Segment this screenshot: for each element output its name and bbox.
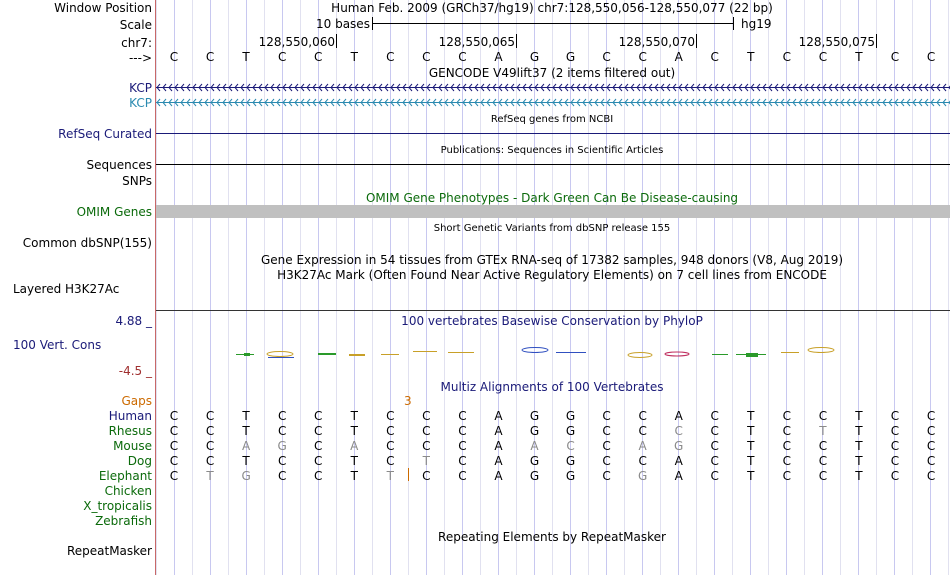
refseq-curated-label[interactable]: RefSeq Curated: [58, 127, 152, 141]
chrom-label: chr7:: [121, 36, 152, 50]
aligned-base: G: [565, 424, 576, 438]
aligned-base: C: [782, 469, 792, 483]
reference-base: C: [638, 50, 647, 64]
aligned-base: T: [819, 424, 827, 438]
window-position-label: Window Position: [54, 1, 152, 15]
aligned-base: C: [205, 409, 215, 423]
aligned-base: C: [169, 424, 179, 438]
aligned-base: G: [529, 454, 540, 468]
aligned-base: T: [350, 454, 358, 468]
reference-base: C: [890, 50, 900, 64]
reference-base: A: [674, 50, 683, 64]
aligned-base: C: [926, 424, 936, 438]
snps-label[interactable]: SNPs: [122, 174, 152, 188]
aligned-base: C: [818, 469, 828, 483]
scale-assembly: hg19: [741, 17, 772, 31]
aligned-base: C: [710, 424, 719, 438]
aligned-base: G: [529, 469, 540, 483]
aligned-base: C: [926, 439, 936, 453]
publications-sequence-line[interactable]: [156, 164, 950, 165]
aligned-base: A: [494, 424, 503, 438]
aligned-base: C: [890, 439, 900, 453]
aligned-base: T: [386, 469, 394, 483]
reference-base: C: [710, 50, 719, 64]
reference-base: T: [747, 50, 755, 64]
aligned-base: A: [674, 409, 683, 423]
omim-genes-label[interactable]: OMIM Genes: [76, 205, 152, 219]
aligned-base: C: [458, 439, 467, 453]
aligned-base: C: [710, 409, 719, 423]
reference-base: T: [855, 50, 863, 64]
scale-label: Scale: [119, 18, 152, 32]
reference-base: T: [242, 50, 250, 64]
layered-h3k27ac-label[interactable]: Layered H3K27Ac: [13, 282, 120, 296]
aligned-base: C: [890, 409, 900, 423]
scale-value: 10 bases: [316, 17, 370, 31]
aligned-base: G: [529, 424, 540, 438]
aligned-base: T: [242, 454, 250, 468]
gap-count: 3: [404, 394, 412, 408]
conservation-graphic: [156, 344, 950, 362]
aligned-base: C: [313, 469, 323, 483]
aligned-base: A: [494, 409, 503, 423]
aligned-base: C: [926, 454, 936, 468]
aligned-base: A: [350, 439, 359, 453]
reference-base: C: [313, 50, 323, 64]
kcp-label-1[interactable]: KCP: [129, 81, 152, 95]
aligned-base: C: [458, 469, 467, 483]
coord-label: 128,550,060: [258, 35, 335, 49]
reference-base: G: [529, 50, 540, 64]
aligned-base: C: [422, 469, 431, 483]
refseq-track-title[interactable]: RefSeq genes from NCBI: [490, 114, 614, 125]
species-label[interactable]: Mouse: [113, 439, 152, 453]
reference-base: C: [422, 50, 431, 64]
h3k27ac-track-title[interactable]: H3K27Ac Mark (Often Found Near Active Regulatory Elements) on 7 cell lines from ENCODE: [277, 268, 827, 282]
window-position-value: Human Feb. 2009 (GRCh37/hg19) chr7:128,550,056-128,550,077 (22 bp): [331, 1, 773, 15]
aligned-base: C: [638, 424, 647, 438]
aligned-base: C: [638, 409, 647, 423]
cons-min-label: -4.5 _: [118, 364, 152, 378]
gap-marker: [408, 468, 409, 481]
aligned-base: T: [855, 469, 863, 483]
strand-label: --->: [128, 51, 152, 65]
aligned-base: C: [422, 439, 431, 453]
common-dbsnp-label[interactable]: Common dbSNP(155): [22, 236, 152, 250]
aligned-base: A: [674, 454, 683, 468]
aligned-base: C: [674, 424, 683, 438]
aligned-base: T: [855, 454, 863, 468]
species-label[interactable]: Dog: [127, 454, 152, 468]
aligned-base: C: [313, 454, 323, 468]
reference-base: A: [494, 50, 503, 64]
aligned-base: C: [205, 454, 215, 468]
aligned-base: A: [494, 469, 503, 483]
aligned-base: C: [818, 454, 828, 468]
reference-base: C: [458, 50, 467, 64]
scale-bar-right-tick: [733, 17, 734, 30]
aligned-base: C: [890, 424, 900, 438]
aligned-base: C: [782, 439, 792, 453]
aligned-base: C: [277, 424, 287, 438]
reference-base: C: [818, 50, 828, 64]
aligned-base: C: [782, 424, 792, 438]
aligned-base: G: [565, 454, 576, 468]
coord-tick: [516, 34, 517, 48]
aligned-base: C: [205, 424, 215, 438]
aligned-base: C: [313, 409, 323, 423]
aligned-base: T: [242, 409, 250, 423]
kcp-transcript-2-graphic: [156, 96, 950, 109]
repeatmasker-label[interactable]: RepeatMasker: [66, 544, 152, 558]
reference-base: C: [602, 50, 611, 64]
gtex-track-title[interactable]: Gene Expression in 54 tissues from GTEx RNA-seq of 17382 samples, 948 donors (V8, Aug 2019): [260, 253, 844, 267]
aligned-base: C: [926, 469, 936, 483]
multiz-alignment[interactable]: [0, 409, 950, 529]
species-label[interactable]: Chicken: [104, 484, 152, 498]
aligned-base: A: [638, 439, 647, 453]
conservation-track-title[interactable]: 100 vertebrates Basewise Conservation by PhyloP: [401, 314, 703, 328]
base-sequence-row: [0, 50, 950, 66]
aligned-base: C: [818, 439, 828, 453]
coord-label: 128,550,075: [798, 35, 875, 49]
aligned-base: C: [169, 454, 179, 468]
gencode-track-title[interactable]: GENCODE V49lift37 (2 items filtered out): [428, 66, 676, 80]
repeatmasker-track-title[interactable]: Repeating Elements by RepeatMasker: [438, 530, 666, 544]
kcp-transcript-1[interactable]: [156, 81, 950, 94]
aligned-base: C: [458, 409, 467, 423]
reference-base: C: [386, 50, 395, 64]
aligned-base: T: [350, 469, 358, 483]
aligned-base: C: [926, 409, 936, 423]
reference-base: C: [205, 50, 215, 64]
aligned-base: G: [241, 469, 251, 483]
aligned-base: C: [169, 409, 179, 423]
aligned-base: C: [422, 424, 431, 438]
aligned-base: T: [747, 454, 755, 468]
aligned-base: T: [350, 409, 358, 423]
coord-tick: [336, 34, 337, 48]
aligned-base: C: [313, 439, 323, 453]
aligned-base: C: [277, 469, 287, 483]
omim-gene-bar[interactable]: [156, 205, 950, 218]
aligned-base: G: [277, 439, 287, 453]
aligned-base: C: [566, 439, 575, 453]
aligned-base: C: [277, 409, 287, 423]
species-label[interactable]: Rhesus: [108, 424, 152, 438]
aligned-base: C: [169, 469, 179, 483]
species-label[interactable]: Elephant: [98, 469, 152, 483]
aligned-base: C: [602, 454, 611, 468]
aligned-base: T: [422, 454, 431, 468]
kcp-transcript-2[interactable]: [156, 96, 950, 109]
reference-base: C: [277, 50, 287, 64]
aligned-base: C: [313, 424, 323, 438]
coord-tick: [696, 34, 697, 48]
coord-label: 128,550,070: [618, 35, 695, 49]
omim-track-title[interactable]: OMIM Gene Phenotypes - Dark Green Can Be Disease-causing: [365, 191, 739, 205]
h3k27ac-baseline: [156, 310, 950, 311]
aligned-base: G: [565, 409, 576, 423]
reference-base: T: [350, 50, 358, 64]
coord-tick: [876, 34, 877, 48]
conservation-plot[interactable]: [156, 344, 950, 362]
aligned-base: C: [386, 424, 395, 438]
aligned-base: T: [242, 424, 250, 438]
aligned-base: C: [422, 409, 431, 423]
aligned-base: A: [674, 469, 683, 483]
reference-base: C: [169, 50, 179, 64]
aligned-base: C: [205, 439, 215, 453]
aligned-base: C: [782, 454, 792, 468]
reference-base: G: [565, 50, 576, 64]
kcp-label-2[interactable]: KCP: [129, 96, 152, 110]
aligned-base: G: [674, 439, 684, 453]
aligned-base: T: [747, 409, 755, 423]
scale-bar: [372, 23, 734, 24]
aligned-base: T: [350, 424, 358, 438]
aligned-base: C: [386, 454, 395, 468]
aligned-base: C: [890, 469, 900, 483]
aligned-base: C: [458, 454, 467, 468]
aligned-base: C: [602, 469, 611, 483]
publications-track-title[interactable]: Publications: Sequences in Scientific Articles: [440, 145, 664, 156]
vert-cons-label[interactable]: 100 Vert. Cons: [13, 338, 102, 352]
aligned-base: C: [890, 454, 900, 468]
kcp-transcript-1-graphic: [156, 81, 950, 94]
reference-base: C: [782, 50, 792, 64]
sequences-label[interactable]: Sequences: [86, 158, 152, 172]
aligned-base: T: [855, 424, 863, 438]
reference-base: C: [926, 50, 936, 64]
aligned-base: C: [818, 409, 828, 423]
scale-bar-left-tick: [372, 17, 373, 30]
aligned-base: C: [710, 454, 719, 468]
refseq-gene-line[interactable]: [156, 133, 950, 134]
gaps-label[interactable]: Gaps: [121, 394, 152, 408]
aligned-base: A: [530, 439, 539, 453]
aligned-base: G: [529, 409, 540, 423]
aligned-base: A: [494, 439, 503, 453]
aligned-base: T: [747, 439, 755, 453]
aligned-base: C: [602, 439, 611, 453]
aligned-base: A: [241, 439, 251, 453]
aligned-base: T: [855, 409, 863, 423]
aligned-base: T: [206, 469, 214, 483]
aligned-base: C: [710, 469, 719, 483]
aligned-base: C: [386, 439, 395, 453]
aligned-base: G: [565, 469, 576, 483]
multiz-track-title[interactable]: Multiz Alignments of 100 Vertebrates: [440, 380, 664, 394]
aligned-base: C: [277, 454, 287, 468]
species-label[interactable]: Zebrafish: [95, 514, 152, 528]
aligned-base: C: [169, 439, 179, 453]
aligned-base: C: [458, 424, 467, 438]
aligned-base: A: [494, 454, 503, 468]
aligned-base: C: [602, 409, 611, 423]
species-label[interactable]: Human: [108, 409, 152, 423]
aligned-base: G: [637, 469, 648, 483]
species-label[interactable]: X_tropicalis: [83, 499, 152, 513]
coord-label: 128,550,065: [438, 35, 515, 49]
aligned-base: C: [386, 409, 395, 423]
aligned-base: T: [855, 439, 863, 453]
cons-max-label: 4.88 _: [115, 314, 152, 328]
aligned-base: T: [747, 469, 755, 483]
aligned-base: C: [602, 424, 611, 438]
aligned-base: C: [782, 409, 792, 423]
aligned-base: C: [710, 439, 719, 453]
aligned-base: T: [747, 424, 755, 438]
aligned-base: C: [638, 454, 647, 468]
dbsnp-track-title[interactable]: Short Genetic Variants from dbSNP release 155: [433, 223, 671, 234]
